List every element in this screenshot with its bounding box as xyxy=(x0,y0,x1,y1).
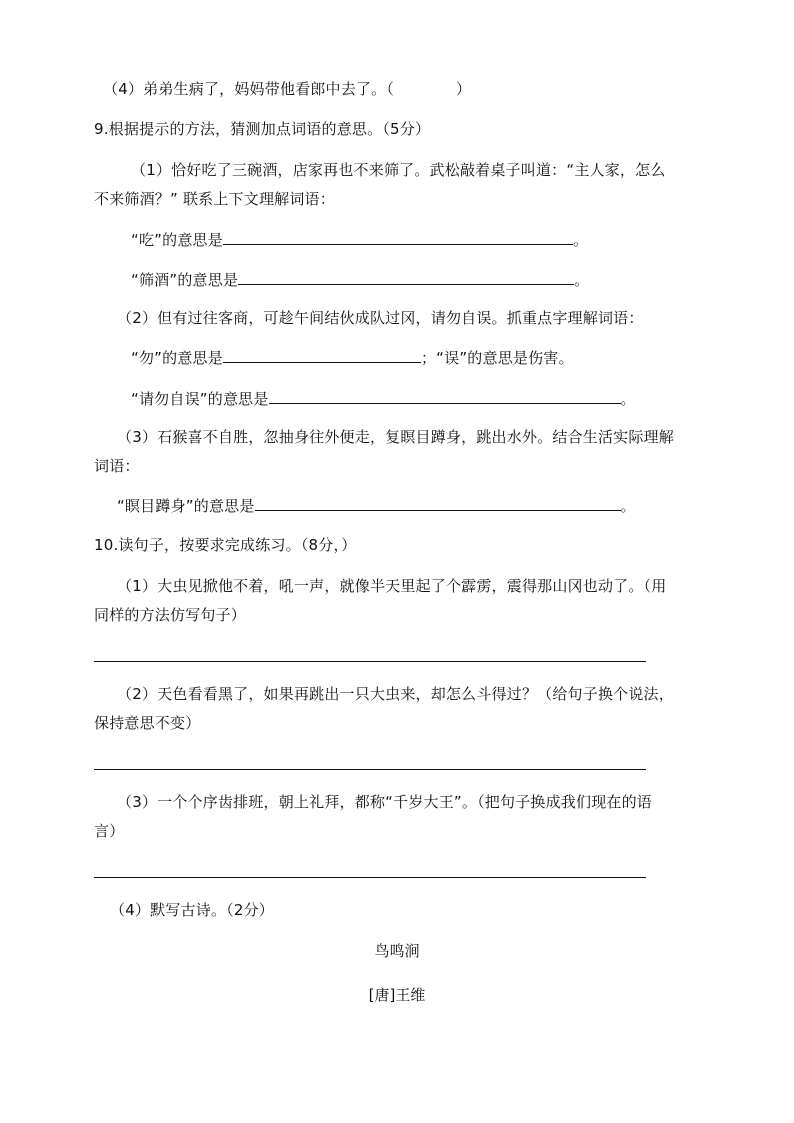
q9-shaijiu-answer-line[interactable] xyxy=(238,269,574,285)
poem-title: 鸟鸣涧 xyxy=(374,942,420,960)
q9-mingmu-label: “瞑目蹲身”的意思是 xyxy=(117,497,255,515)
poem-author: [唐]王维 xyxy=(368,986,426,1004)
q10-p2-line1: （2）天色看看黑了，如果再跳出一只大虫来，却怎么斗得过？（给句子换个说法， xyxy=(117,685,674,703)
q9-shaijiu-label: “筛酒”的意思是 xyxy=(131,271,239,289)
q9-wu-answer-line[interactable] xyxy=(223,347,421,363)
q8-item4-text: （4）弟弟生病了，妈妈带他看郎中去了。（ xyxy=(103,80,395,98)
q9-chi-row xyxy=(131,229,588,250)
q9-mingmu-end: 。 xyxy=(620,497,636,515)
q9-mingmu-row xyxy=(117,495,636,516)
q9-chi-end: 。 xyxy=(572,231,589,249)
q10-title: 10.读句子，按要求完成练习。（8分，） xyxy=(94,536,357,554)
q8-item4-close: ） xyxy=(456,80,472,98)
q9-shaijiu-end: 。 xyxy=(574,271,590,289)
q8-item4 xyxy=(103,79,471,99)
q10-p1-line1: （1）大虫见掀他不着，吼一声，就像半天里起了个霹雳，震得那山冈也动了。（用 xyxy=(117,577,667,595)
q9-qingwu-label: “请勿自误”的意思是 xyxy=(131,390,269,408)
q9-p1-line2: 不来筛酒？” 联系上下文理解词语： xyxy=(94,190,335,208)
q10-p3-line1: （3）一个个序齿排班，朝上礼拜，都称“千岁大王”。（把句子换成我们现在的语 xyxy=(117,793,652,811)
q9-p3-line2: 词语： xyxy=(94,457,140,475)
q9-shaijiu-row xyxy=(131,269,589,290)
q9-qingwu-row xyxy=(131,388,636,409)
q9-title: 9.根据提示的方法，猜测加点词语的意思。（5分） xyxy=(94,120,431,138)
q9-p1-line1: （1）恰好吃了三碗酒，店家再也不来筛了。武松敲着桌子叫道：“主人家，怎么 xyxy=(131,161,666,179)
q10-p4: （4）默写古诗。（2分） xyxy=(110,901,274,919)
q9-qingwu-answer-line[interactable] xyxy=(269,388,621,404)
q10-p3-answer-line[interactable] xyxy=(94,877,646,878)
q10-p1-answer-line[interactable] xyxy=(94,661,646,662)
q10-p1-line2: 同样的方法仿写句子） xyxy=(94,606,247,624)
q9-chi-answer-line[interactable] xyxy=(223,229,573,245)
q9-p3-line1: （3）石猴喜不自胜，忽抽身往外便走，复瞑目蹲身，跳出水外。结合生活实际理解 xyxy=(117,428,674,446)
q10-p2-answer-line[interactable] xyxy=(94,769,646,770)
q9-wu-row xyxy=(131,347,574,368)
q10-p3-line2: 言） xyxy=(94,822,125,840)
q9-wu-mid: ；“误”的意思是伤害。 xyxy=(420,349,574,367)
q9-wu-label: “勿”的意思是 xyxy=(131,349,223,367)
q9-mingmu-answer-line[interactable] xyxy=(255,495,621,511)
q9-qingwu-end: 。 xyxy=(620,390,636,408)
q9-chi-label: “吃”的意思是 xyxy=(131,231,223,249)
q9-p2-line1: （2）但有过往客商，可趁午间结伙成队过冈，请勿自误。抓重点字理解词语： xyxy=(117,309,644,327)
q10-p2-line2: 保持意思不变） xyxy=(94,714,201,732)
